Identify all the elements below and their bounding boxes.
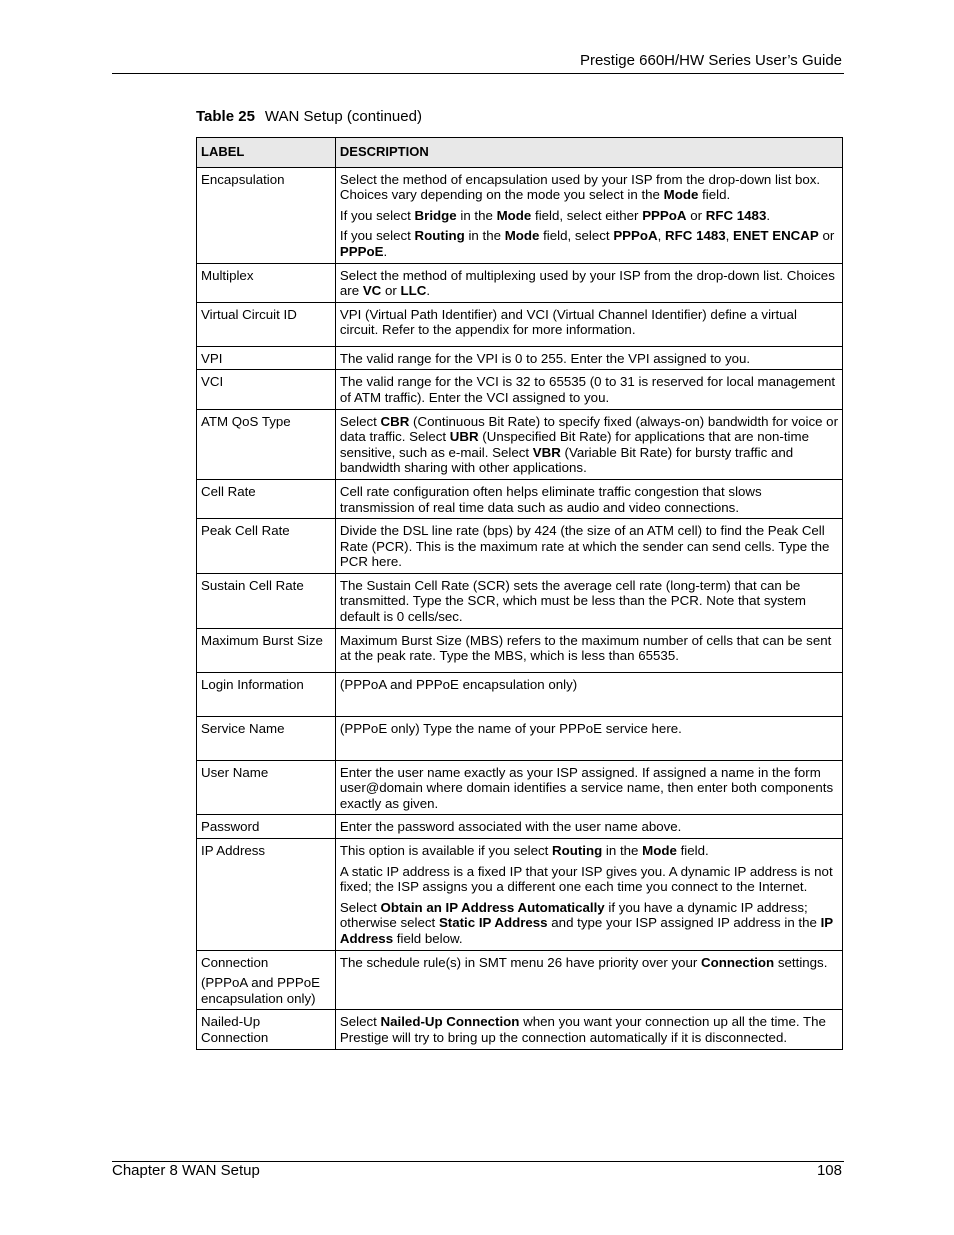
header-rule — [112, 73, 844, 74]
row-label-cell — [197, 167, 336, 263]
emphasized-term: VBR — [532, 444, 561, 460]
row-description-cell — [335, 672, 842, 716]
row-label: Peak Cell Rate — [201, 523, 290, 539]
description-text: and type your ISP assigned IP address in the — [547, 915, 821, 931]
row-label-cell — [197, 409, 336, 479]
table-header-row — [197, 138, 843, 168]
table-caption-text: WAN Setup (continued) — [264, 108, 422, 125]
row-description-paragraph — [340, 819, 838, 835]
description-text: If you select — [339, 207, 415, 223]
row-description-paragraph — [340, 900, 838, 947]
description-text: Select — [339, 413, 381, 429]
footer-page-number: 108 — [816, 1162, 842, 1179]
emphasized-term: Mode — [642, 843, 677, 859]
row-description-cell — [335, 409, 842, 479]
row-description-cell — [335, 519, 842, 574]
row-label: VPI — [201, 350, 223, 366]
emphasized-term: RFC 1483 — [665, 228, 726, 244]
emphasized-term: PPPoE — [339, 243, 384, 259]
description-text: in the — [464, 228, 505, 244]
emphasized-term: Obtain an IP Address Automatically — [380, 899, 605, 915]
row-description-cell — [335, 573, 842, 628]
emphasized-term: LLC — [400, 283, 427, 299]
row-description-paragraph — [340, 677, 838, 693]
row-description-cell — [335, 263, 842, 302]
row-label-cell — [197, 839, 336, 951]
emphasized-term: Static IP Address — [438, 915, 548, 931]
row-description-paragraph — [340, 208, 838, 224]
row-description-cell — [335, 839, 842, 951]
description-text: if you have a dynamic IP address; otherwise select — [339, 899, 808, 931]
table-row — [197, 760, 843, 815]
row-label: (PPPoA and PPPoE encapsulation only) — [201, 975, 321, 1006]
row-description-cell — [335, 760, 842, 815]
table-row — [197, 167, 843, 263]
row-label: User Name — [201, 764, 269, 780]
row-description-cell — [335, 167, 842, 263]
row-description-cell — [335, 1010, 842, 1049]
row-label: Password — [201, 819, 260, 835]
emphasized-term: Mode — [496, 207, 532, 223]
row-label: Cell Rate — [201, 483, 256, 499]
row-description-cell — [335, 815, 842, 839]
description-text: Enter the password associated with the user name above. — [339, 819, 682, 835]
description-text: The valid range for the VPI is 0 to 255. Enter the VPI assigned to you. — [339, 350, 751, 366]
description-text: . — [426, 283, 431, 299]
description-text: Select — [339, 899, 381, 915]
emphasized-term: Routing — [552, 843, 603, 859]
row-description-paragraph — [340, 633, 838, 664]
row-description-paragraph — [340, 351, 838, 367]
description-text: This option is available if you select — [339, 843, 553, 859]
row-description-paragraph — [340, 484, 838, 515]
row-label: Encapsulation — [201, 171, 285, 187]
emphasized-term: PPPoA — [613, 228, 658, 244]
description-text: (PPPoE only) Type the name of your PPPoE service here. — [339, 720, 682, 736]
row-description-paragraph — [340, 307, 838, 338]
table-row — [197, 672, 843, 716]
row-label: Sustain Cell Rate — [201, 577, 304, 593]
emphasized-term: Bridge — [414, 207, 457, 223]
row-description-cell — [335, 479, 842, 518]
emphasized-term: ENET ENCAP — [733, 228, 819, 244]
description-text: field. — [698, 187, 731, 203]
row-label-cell — [197, 1010, 336, 1049]
row-label-cell — [197, 370, 336, 409]
table-caption — [196, 108, 422, 125]
column-header-description: DESCRIPTION — [335, 138, 842, 168]
table-row — [197, 839, 843, 951]
description-text: field. — [676, 843, 709, 859]
table-row — [197, 479, 843, 518]
row-label: VCI — [201, 374, 224, 390]
description-text: Enter the user name exactly as your ISP assigned. If assigned a name in the form user@domain where domain identifies a service name, then enter both components exactly as given. — [339, 764, 834, 811]
table-caption-number: Table 25 — [196, 108, 255, 125]
description-text: . — [383, 243, 388, 259]
description-text: . — [766, 207, 771, 223]
emphasized-term: CBR — [380, 413, 410, 429]
description-text: (Continuous Bit Rate) to specify fixed (always-on) bandwidth for voice or data traffic. Select — [339, 413, 839, 445]
row-label-cell — [197, 815, 336, 839]
row-label-cell — [197, 760, 336, 815]
description-text: or — [818, 228, 835, 244]
description-text: If you select — [339, 228, 415, 244]
description-text: Select the method of multiplexing used by your ISP from the drop-down list. Choices are — [339, 267, 835, 299]
emphasized-term: IP Address — [339, 915, 833, 946]
row-label-cell — [197, 716, 336, 760]
description-text: field, select — [539, 228, 614, 244]
description-text: when you want your connection up all the time. The Prestige will try to bring up the connection automatically if it is disconnected. — [339, 1014, 826, 1045]
description-text: VPI (Virtual Path Identifier) and VCI (Virtual Channel Identifier) define a virtual circuit. Refer to the appendix for more information. — [339, 306, 797, 338]
description-text: settings. — [774, 954, 828, 970]
row-label: Login Information — [201, 676, 304, 692]
row-description-cell — [335, 716, 842, 760]
row-description-paragraph — [340, 955, 838, 971]
row-label-cell — [197, 519, 336, 574]
description-text: in the — [456, 207, 497, 223]
row-label-cell — [197, 573, 336, 628]
row-label: Virtual Circuit ID — [201, 306, 297, 322]
table-row — [197, 815, 843, 839]
description-text: Maximum Burst Size (MBS) refers to the maximum number of cells that can be sent at the peak rate. Type the MBS, which is less than 65535. — [339, 632, 832, 664]
table-row — [197, 519, 843, 574]
emphasized-term: VC — [362, 283, 382, 299]
row-description-paragraph — [340, 172, 838, 203]
description-text: The Sustain Cell Rate (SCR) sets the average cell rate (long-term) that can be transmitted. Type the SCR, which must be less than the PCR. Note that system default is 0 cells/sec. — [339, 577, 806, 625]
row-label: ATM QoS Type — [201, 413, 291, 429]
row-description-cell — [335, 346, 842, 370]
row-label: Multiplex — [201, 267, 254, 283]
row-description-paragraph — [340, 765, 838, 812]
row-label: Nailed-Up Connection — [201, 1014, 269, 1045]
table-body — [197, 167, 843, 1049]
row-label-cell — [197, 672, 336, 716]
row-label-cell — [197, 302, 336, 346]
row-description-paragraph — [340, 864, 838, 895]
emphasized-term: PPPoA — [642, 207, 687, 223]
description-text: (Unspecified Bit Rate) for applications that are non-time sensitive, such as e-mail. Select — [339, 429, 809, 460]
emphasized-term: Routing — [414, 228, 465, 244]
running-header-title: Prestige 660H/HW Series User’s Guide — [579, 52, 842, 69]
row-label: Maximum Burst Size — [201, 632, 323, 648]
row-description-cell — [335, 628, 842, 672]
row-description-cell — [335, 302, 842, 346]
table-row — [197, 950, 843, 1010]
row-label-cell — [197, 479, 336, 518]
row-description-paragraph — [340, 578, 838, 625]
wan-setup-table — [196, 137, 843, 1050]
row-description-paragraph — [340, 721, 838, 737]
row-label-cell — [197, 950, 336, 1010]
table-row — [197, 1010, 843, 1049]
description-text: (Variable Bit Rate) for bursty traffic and bandwidth sharing with other applications. — [339, 444, 794, 476]
row-description-paragraph — [340, 414, 838, 476]
row-label: Connection — [201, 954, 269, 970]
description-text: , — [725, 228, 734, 244]
emphasized-term: RFC 1483 — [705, 207, 767, 223]
table-row — [197, 573, 843, 628]
table-row — [197, 409, 843, 479]
description-text: in the — [602, 843, 643, 859]
row-description-paragraph — [340, 843, 838, 859]
description-text: Divide the DSL line rate (bps) by 424 (the size of an ATM cell) to find the Peak Cell Rate (PCR). This is the maximum rate at which the sender can send cells. Type the PCR here. — [339, 523, 830, 570]
description-text: The schedule rule(s) in SMT menu 26 have priority over your — [339, 954, 702, 970]
description-text: or — [381, 283, 401, 299]
row-description-paragraph — [340, 1014, 838, 1045]
row-description-paragraph — [340, 374, 838, 405]
table-row — [197, 716, 843, 760]
footer-chapter: Chapter 8 WAN Setup — [112, 1162, 260, 1179]
description-text: Cell rate configuration often helps eliminate traffic congestion that slows transmission of real time data such as audio and video connections. — [339, 483, 762, 515]
description-text: , — [657, 228, 666, 244]
table-row — [197, 370, 843, 409]
emphasized-term: UBR — [449, 429, 479, 445]
description-text: (PPPoA and PPPoE encapsulation only) — [339, 676, 578, 692]
description-text: The valid range for the VCI is 32 to 65535 (0 to 31 is reserved for local management of ATM traffic). Enter the VCI assigned to you. — [339, 374, 836, 405]
row-description-paragraph — [340, 523, 838, 570]
table-row — [197, 263, 843, 302]
row-description-paragraph — [340, 268, 838, 299]
row-description-cell — [335, 370, 842, 409]
row-label: IP Address — [201, 843, 266, 859]
description-text: field below. — [393, 931, 463, 946]
table-row — [197, 346, 843, 370]
row-label-cell — [197, 263, 336, 302]
row-description-paragraph — [340, 228, 838, 259]
description-text: field, select either — [531, 207, 643, 223]
emphasized-term: Nailed-Up Connection — [380, 1014, 520, 1030]
description-text: Select the method of encapsulation used by your ISP from the drop-down list box. Choices vary depending on the mode you select in the — [339, 171, 821, 203]
emphasized-term: Connection — [701, 954, 775, 970]
row-description-cell — [335, 950, 842, 1010]
row-label-cell — [197, 628, 336, 672]
table-row — [197, 302, 843, 346]
description-text: Select — [339, 1014, 381, 1030]
column-header-label: LABEL — [197, 138, 336, 168]
row-label-cell — [197, 346, 336, 370]
description-text: or — [686, 207, 706, 223]
emphasized-term: Mode — [504, 228, 540, 244]
description-text: A static IP address is a fixed IP that your ISP gives you. A dynamic IP address is not fixed; the ISP assigns you a different one each time you connect to the Internet. — [339, 863, 833, 895]
emphasized-term: Mode — [663, 187, 699, 203]
table-row — [197, 628, 843, 672]
row-label: Service Name — [201, 720, 285, 736]
